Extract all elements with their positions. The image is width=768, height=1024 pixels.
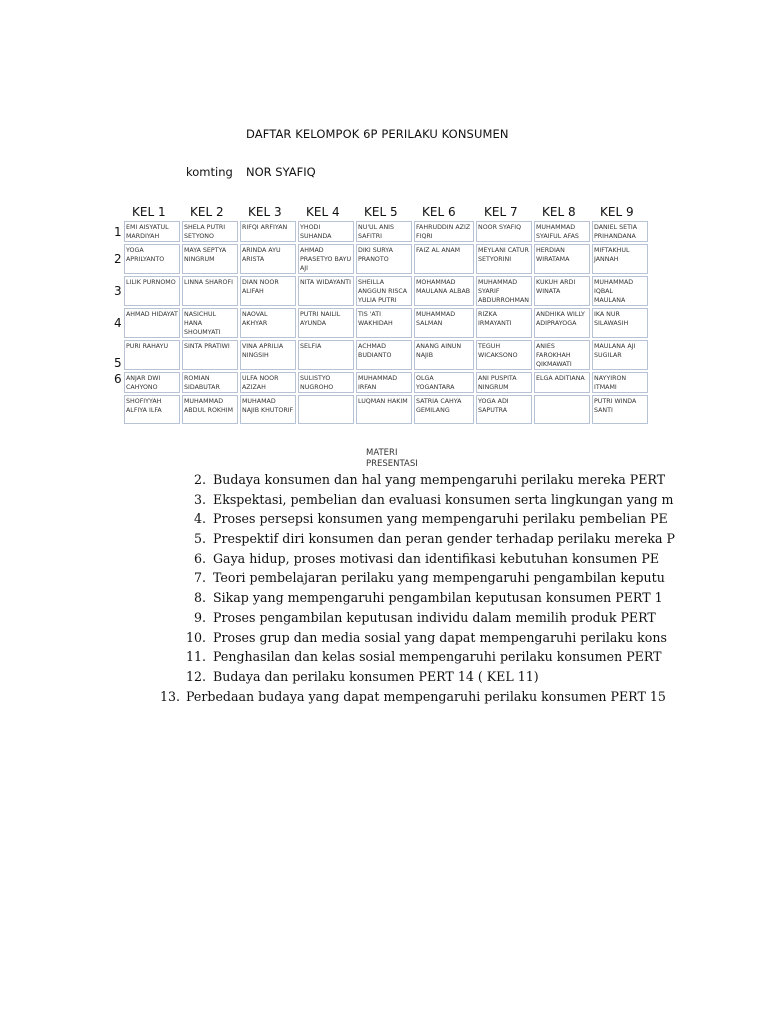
row-number: 3 [114,284,122,298]
topic-number: 10. [185,629,206,645]
topic-text: Gaya hidup, proses motivasi dan identifikasi kebutuhan konsumen PE [213,550,660,566]
member-cell: MUHAMMAD IQBAL MAULANA [592,276,648,306]
member-cell: MUHAMMAD SYAIFUL AFAS [534,221,590,242]
member-cell: TEGUH WICAKSONO [476,340,532,370]
group-row [114,244,648,274]
row-number: 4 [114,316,122,330]
topic-item [0,590,688,610]
member-cell: OLGA YOGANTARA [414,372,474,393]
group-header: KEL 6 [422,205,456,219]
member-cell: MIFTAKHUL JANNAH [592,244,648,274]
group-row [114,308,648,338]
member-cell: MUHAMMAD IRFAN [356,372,412,393]
row-number: 1 [114,224,122,239]
topic-item [0,531,688,551]
member-cell: MAULANA AJI SUGILAR [592,340,648,370]
member-cell: MEYLANI CATUR SETYORINI [476,244,532,274]
member-cell: DIAN NOOR ALIFAH [240,276,296,306]
topic-number: 3. [193,491,206,507]
member-cell: MUHAMMAD SALMAN [414,308,474,338]
topic-text: Ekspektasi, pembelian dan evaluasi konsumen serta lingkungan yang m [213,491,674,507]
member-cell: SHEILLA ANGGUN RISCA YULIA PUTRI [356,276,412,306]
topic-number: 6. [193,550,206,566]
group-header: KEL 3 [248,205,282,219]
member-cell: NITA WIDAYANTI [298,276,354,306]
member-cell: ANDHIKA WILLY ADIPRAYOGA [534,308,590,338]
topic-text: Budaya konsumen dan hal yang mempengaruhi perilaku mereka PERT [213,472,666,487]
member-cell: LUQMAN HAKIM [356,395,412,424]
materi-label-line: MATERI [366,448,398,458]
member-cell: VINA APRILIA NINGSIH [240,340,296,370]
member-cell: SINTA PRATIWI [182,340,238,370]
group-row [114,276,648,306]
topic-text: Proses pengambilan keputusan individu dalam memilih produk PERT [213,609,656,625]
member-cell: NOOR SYAFIQ [476,221,532,242]
member-cell: MUHAMMAD ABDUL ROKHIM [182,395,238,424]
member-cell: LINNA SHAROFI [182,276,238,306]
topic-number: 12. [185,668,206,684]
topic-text: Sikap yang mempengaruhi pengambilan keputusan konsumen PERT 1 [213,590,663,606]
group-table [112,201,650,426]
topic-item [0,630,688,650]
group-row [114,395,648,424]
topic-number: 13. [159,688,180,704]
komting-name: NOR SYAFIQ [246,165,316,179]
member-cell: MOHAMMAD MAULANA ALBAB [414,276,474,306]
group-row [114,340,648,370]
member-cell: FAIZ AL ANAM [414,244,474,274]
member-cell: EMI AISYATUL MARDIYAH [124,221,180,242]
member-cell: SELFIA [298,340,354,370]
member-cell: AHMAD HIDAYAT [124,308,180,338]
topic-text: Penghasilan dan kelas sosial mempengaruhi perilaku konsumen PERT [213,649,662,665]
topic-item [0,669,688,689]
group-header: KEL 5 [364,205,398,219]
member-cell: NAYYIRON ITMAMI [592,372,648,393]
member-cell: SHELA PUTRI SETYONO [182,221,238,242]
member-cell: NAOVAL AKHYAR [240,308,296,338]
member-cell: YOGA ADI SAPUTRA [476,395,532,424]
member-cell: PUTRI NAILIL AYUNDA [298,308,354,338]
topic-number: 8. [193,590,206,606]
topic-list [0,472,688,708]
topic-text: Teori pembelajaran perilaku yang mempengaruhi pengambilan keputu [213,570,665,586]
member-cell: YHODI SUHANDA [298,221,354,242]
member-cell: SATRIA CAHYA GEMILANG [414,395,474,424]
member-cell: TIS 'ATI WAKHIDAH [356,308,412,338]
member-cell: NU'UL ANIS SAFITRI [356,221,412,242]
topic-item [0,472,688,492]
member-cell: ANJAR DWI CAHYONO [124,372,180,393]
row-number: 2 [114,252,122,266]
topic-number: 11. [185,649,206,665]
member-cell: ARINDA AYU ARISTA [240,244,296,274]
group-header: KEL 1 [132,205,166,219]
row-number-header [114,203,122,219]
member-cell: ROMIAN SIDABUTAR [182,372,238,393]
member-cell: ANANG AINUN NAJIB [414,340,474,370]
member-cell: PURI RAHAYU [124,340,180,370]
topic-item [0,570,688,590]
group-header: KEL 7 [484,205,518,219]
topic-item [0,610,688,630]
row-number: 5 [114,356,122,370]
topic-item [0,649,688,669]
document-title: DAFTAR KELOMPOK 6P PERILAKU KONSUMEN [246,127,509,141]
materi-label [366,448,418,470]
member-cell [298,395,354,424]
topic-number: 7. [193,570,206,586]
row-number [114,395,122,424]
topic-number: 2. [193,472,206,487]
topic-text: Perbedaan budaya yang dapat mempengaruhi perilaku konsumen PERT 15 [186,688,666,704]
member-cell: KUKUH ARDI WINATA [534,276,590,306]
group-header: KEL 8 [542,205,576,219]
member-cell: PUTRI WINDA SANTI [592,395,648,424]
member-cell: ACHMAD BUDIANTO [356,340,412,370]
member-cell: ELGA ADITIANA [534,372,590,393]
topic-text: Proses persepsi konsumen yang mempengaruhi perilaku pembelian PE [213,511,668,527]
member-cell: RIFQI ARFIYAN [240,221,296,242]
member-cell: DANIEL SETIA PRIHANDANA [592,221,648,242]
group-header: KEL 4 [306,205,340,219]
topic-text: Prespektif diri konsumen dan peran gender terhadap perilaku mereka P [213,531,675,547]
member-cell: DIKI SURYA PRANOTO [356,244,412,274]
member-cell: SULISTYO NUGROHO [298,372,354,393]
group-header: KEL 2 [190,205,224,219]
member-cell: NASICHUL HANA SHOUMYATI [182,308,238,338]
topic-text: Budaya dan perilaku konsumen PERT 14 ( KEL 11) [213,668,539,684]
member-cell: MUHAMMAD SYARIF ABDURROHMAN [476,276,532,306]
member-cell: HERDIAN WIRATAMA [534,244,590,274]
topic-item [0,492,688,512]
row-number: 6 [114,372,122,386]
member-cell: AHMAD PRASETYO BAYU AJI [298,244,354,274]
member-cell: MUHAMAD NAJIB KHUTORIF [240,395,296,424]
member-cell: RIZKA IRMAYANTI [476,308,532,338]
member-cell: ANIES FAROKHAH QIKMAWATI [534,340,590,370]
group-header-row [114,203,648,219]
topic-number: 5. [193,531,206,547]
member-cell: LILIK PURNOMO [124,276,180,306]
member-cell: MAYA SEPTYA NINGRUM [182,244,238,274]
group-row [114,372,648,393]
member-cell [534,395,590,424]
topic-item [0,551,688,571]
topic-number: 4. [193,511,206,527]
member-cell: YOGA APRILYANTO [124,244,180,274]
group-row [114,221,648,242]
member-cell: ANI PUSPITA NINGRUM [476,372,532,393]
member-cell: IKA NUR SILAWASIH [592,308,648,338]
member-cell: FAHRUDDIN AZIZ FIQRI [414,221,474,242]
topic-text: Proses grup dan media sosial yang dapat mempengaruhi perilaku kons [213,629,667,645]
member-cell: ULFA NOOR AZIZAH [240,372,296,393]
topic-item [0,511,688,531]
topic-number: 9. [193,609,206,625]
topic-item [0,689,688,709]
group-header: KEL 9 [600,205,634,219]
member-cell: SHOFIYYAH ALFIYA ILFA [124,395,180,424]
materi-label-line: PRESENTASI [366,459,418,469]
komting-label: komting [186,165,233,179]
